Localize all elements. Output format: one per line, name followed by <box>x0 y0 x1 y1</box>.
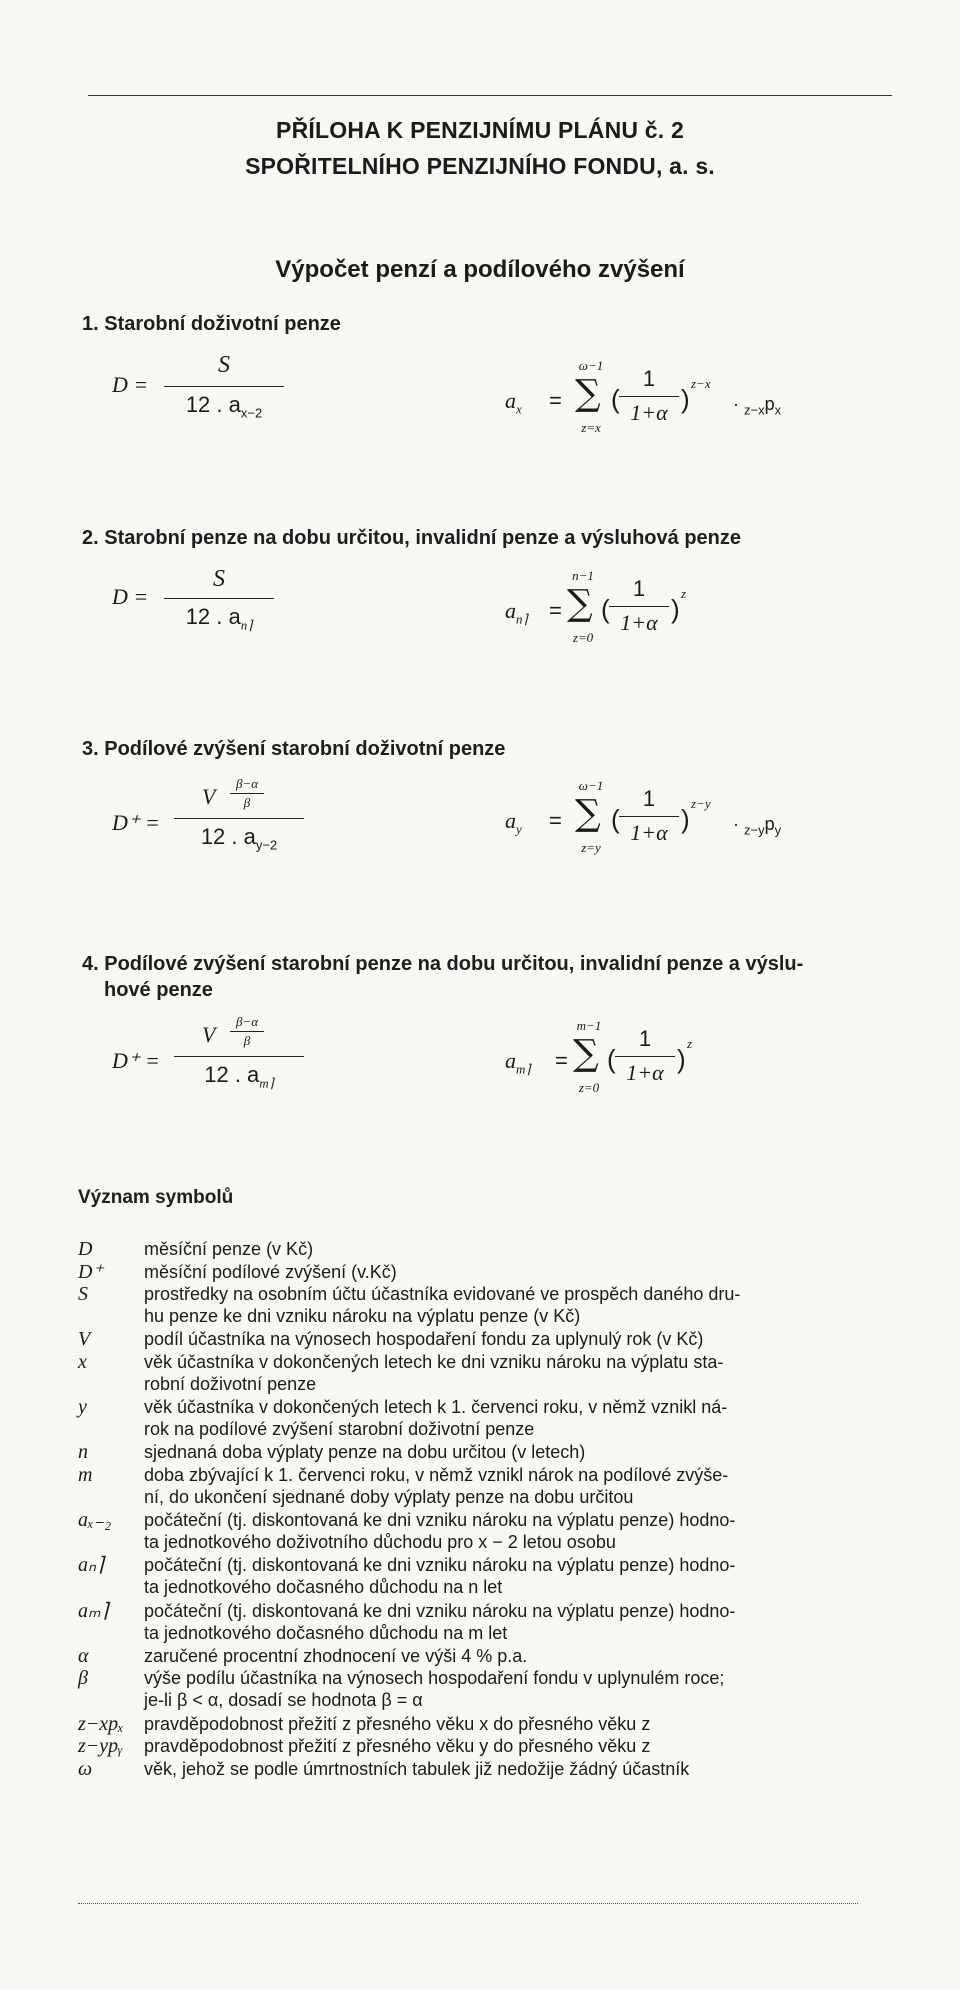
formula-lhs: D⁺ = <box>112 1048 160 1073</box>
formula-lhs: a <box>505 388 516 413</box>
legend-description-line: podíl účastníka na výnosech hospodaření fondu za uplynulý rok (v Kč) <box>144 1329 704 1350</box>
bottom-rule <box>78 1903 858 1904</box>
formula-lhs: D⁺ = <box>112 810 160 835</box>
exponent: z−x <box>691 376 711 391</box>
sum-sigma-icon: ∑ <box>573 1033 599 1074</box>
sum-lower-limit: z=0 <box>578 1080 600 1095</box>
legend-symbol: D⁺ <box>78 1260 103 1283</box>
formula-lhs: D = <box>112 372 149 397</box>
tail-dot: · <box>733 394 744 414</box>
section-4-heading-line2: hové penze <box>104 979 213 1001</box>
legend-title: Význam symbolů <box>78 1187 234 1208</box>
tail-after: y <box>774 822 782 838</box>
legend-description-line: počáteční (tj. diskontovaná ke dni vzniku nároku na výplatu penze) hodno- <box>144 1510 736 1531</box>
legend-description-line: doba zbývající k 1. červenci roku, v němž vznikl nárok na podílové zvýše- <box>144 1465 729 1485</box>
legend-description-line: je-li β < α, dosadí se hodnota β = α <box>144 1690 423 1711</box>
legend-description-line: pravděpodobnost přežití z přesného věku y do přesného věku z <box>144 1736 651 1757</box>
tail-after: x <box>774 402 782 418</box>
legend-symbol: x <box>78 1351 87 1373</box>
fraction-numerator: 1 <box>642 786 656 811</box>
section-1-heading: 1. Starobní doživotní penze <box>82 313 341 335</box>
legend-description-line: ta jednotkového dočasného důchodu na n let <box>144 1577 503 1598</box>
tail-subscript: z−x <box>744 402 765 418</box>
legend-description-line: počáteční (tj. diskontovaná ke dni vzniku nároku na výplatu penze) hodno- <box>144 1555 736 1576</box>
formula-denominator-subscript: m⌉ <box>259 1075 274 1091</box>
fraction-numerator: 1 <box>638 1026 652 1051</box>
formula-denominator: 12 . a <box>200 824 256 849</box>
formula-denominator-subscript: n⌉ <box>240 617 253 633</box>
formula-denominator: 12 . a <box>204 1062 260 1087</box>
radical-v: V <box>202 1022 216 1047</box>
formula-2-right: $a_{n⌉}$ = n−1 ∑ z=0 ( 1 1+α ) z <box>505 568 687 645</box>
radical-v: V <box>202 784 216 809</box>
sum-lower-limit: z=y <box>581 840 601 855</box>
legend-symbol: β <box>78 1667 88 1690</box>
section-2-heading: 2. Starobní penze na dobu určitou, invalidní penze a výsluhová penze <box>82 527 742 549</box>
formula-lhs-subscript: n⌉ <box>516 611 528 627</box>
legend-symbol: m <box>78 1464 93 1486</box>
formula-1-left <box>112 352 312 432</box>
sum-sigma-icon: ∑ <box>575 373 601 414</box>
legend-symbol: z−xpₓ <box>78 1712 124 1735</box>
legend-description-line: sjednaná doba výplaty penze na dobu určitou (v letech) <box>144 1442 586 1463</box>
formula-equals: = <box>549 388 562 413</box>
legend-description-line: věk, jehož se podle úmrtnostních tabulek již nedožije žádný účastník <box>144 1758 690 1779</box>
formula-lhs: a <box>505 1048 516 1073</box>
legend-description-line: hu penze ke dni vzniku nároku na výplatu penze (v Kč) <box>144 1306 581 1327</box>
legend-description-line: měsíční penze (v Kč) <box>144 1239 314 1259</box>
tail-subscript: z−y <box>744 822 765 838</box>
formula-lhs: a <box>505 808 516 833</box>
inner-numerator: β−α <box>235 776 259 791</box>
document-subtitle: Výpočet penzí a podílového zvýšení <box>275 256 685 283</box>
legend-symbol: aₙ⌉ <box>78 1554 104 1577</box>
formula-lhs-subscript: x <box>516 401 522 417</box>
document-title-line1: PŘÍLOHA K PENZIJNÍMU PLÁNU č. 2 <box>276 117 684 143</box>
inner-denominator: β <box>243 1033 251 1048</box>
sum-upper-limit: ω−1 <box>578 358 604 373</box>
legend-description-line: výše podílu účastníka na výnosech hospodaření fondu v uplynulém roce; <box>144 1668 725 1689</box>
fraction-denominator: 1+α <box>630 400 668 425</box>
exponent: z−y <box>691 796 711 811</box>
legend-symbol: n <box>78 1441 88 1464</box>
legend-description-line: ta jednotkového dočasného důchodu na m let <box>144 1622 508 1643</box>
legend-symbol: V <box>78 1328 91 1351</box>
formula-3-right: $a_y$ = ω−1 ∑ z=y ( 1 1+α ) z−y · $_{z-y}p_y$ <box>505 778 782 855</box>
formula-lhs-subscript: m⌉ <box>516 1061 531 1077</box>
legend-description-line: pravděpodobnost přežití z přesného věku x do přesného věku z <box>144 1713 651 1734</box>
formula-lhs-subscript: y <box>516 821 522 837</box>
sum-lower-limit: z=x <box>581 420 601 435</box>
legend-description-line: robní doživotní penze <box>144 1374 317 1394</box>
legend-description-line: věk účastníka v dokončených letech ke dni vzniku nároku na výplatu sta- <box>144 1352 724 1372</box>
formula-denominator: 12 . a <box>185 392 241 417</box>
legend-symbol: y <box>78 1396 87 1419</box>
formula-1-right: $a_x$ = ω−1 ∑ z=x ( 1 1+α ) z−x · $_{z-x}p_x$ <box>505 358 782 435</box>
formula-denominator: 12 . a <box>185 604 241 629</box>
legend-symbol: aₘ⌉ <box>78 1599 109 1622</box>
inner-denominator: β <box>243 795 251 810</box>
legend-description-line: prostředky na osobním účtu účastníka evidované ve prospěch daného dru- <box>144 1284 741 1305</box>
document-title-line2: SPOŘITELNÍHO PENZIJNÍHO FONDU, a. s. <box>245 153 715 179</box>
formula-4-right: $a_{m⌉}$ = m−1 ∑ z=0 ( 1 1+α ) z <box>505 1018 693 1095</box>
formula-equals: = <box>549 808 562 833</box>
tail-p: p <box>764 814 775 834</box>
legend-description-line: zaručené procentní zhodnocení ve výši 4 % p.a. <box>144 1645 528 1666</box>
formula-2-left <box>112 566 312 646</box>
inner-numerator: β−α <box>235 1014 259 1029</box>
fraction-denominator: 1+α <box>620 610 658 635</box>
formula-numerator: S <box>218 352 230 378</box>
sum-lower-limit: z=0 <box>572 630 594 645</box>
top-rule <box>88 95 892 96</box>
exponent: z <box>687 1036 693 1051</box>
sum-upper-limit: ω−1 <box>578 778 604 793</box>
formula-lhs: D = <box>112 584 149 609</box>
formula-numerator: S <box>213 566 225 592</box>
tail-p: p <box>764 394 775 414</box>
legend-symbol: D <box>78 1238 93 1260</box>
formula-equals: = <box>549 598 562 623</box>
legend-description-line: ní, do ukončení sjednané doby výplaty penze na dobu určitou <box>144 1487 634 1507</box>
section-4-heading-line1: 4. Podílové zvýšení starobní penze na dobu určitou, invalidní penze a výslu- <box>82 953 804 975</box>
tail-dot: · <box>733 814 744 834</box>
formula-4-left <box>112 1012 332 1112</box>
legend-symbol: α <box>78 1644 89 1667</box>
sum-upper-limit: n−1 <box>572 568 594 583</box>
sum-sigma-icon: ∑ <box>575 793 601 834</box>
legend-description-line: věk účastníka v dokončených letech k 1. červenci roku, v němž vznikl ná- <box>144 1397 728 1418</box>
legend-description-line: rok na podílové zvýšení starobní doživotní penze <box>144 1419 535 1440</box>
sum-sigma-icon: ∑ <box>567 583 593 624</box>
formula-denominator-subscript: x−2 <box>240 405 263 421</box>
legend-symbol: ω <box>78 1757 93 1780</box>
exponent: z <box>681 586 687 601</box>
legend-symbol: z−ypᵧ <box>78 1735 123 1758</box>
legend-symbol: aₓ₋₂ <box>78 1509 112 1532</box>
legend-symbol: S <box>78 1283 88 1306</box>
fraction-numerator: 1 <box>642 366 656 391</box>
formula-3-left <box>112 774 332 874</box>
fraction-denominator: 1+α <box>626 1060 664 1085</box>
sum-upper-limit: m−1 <box>576 1018 602 1033</box>
formula-denominator-subscript: y−2 <box>255 837 278 853</box>
fraction-numerator: 1 <box>632 576 646 601</box>
legend-description-line: ta jednotkového doživotního důchodu pro x − 2 letou osobu <box>144 1532 616 1553</box>
legend-description-line: měsíční podílové zvýšení (v.Kč) <box>144 1261 397 1282</box>
legend-description-line: počáteční (tj. diskontovaná ke dni vzniku nároku na výplatu penze) hodno- <box>144 1600 736 1621</box>
section-3-heading: 3. Podílové zvýšení starobní doživotní penze <box>82 738 506 760</box>
formula-equals: = <box>555 1048 568 1073</box>
formula-lhs: a <box>505 598 516 623</box>
fraction-denominator: 1+α <box>630 820 668 845</box>
